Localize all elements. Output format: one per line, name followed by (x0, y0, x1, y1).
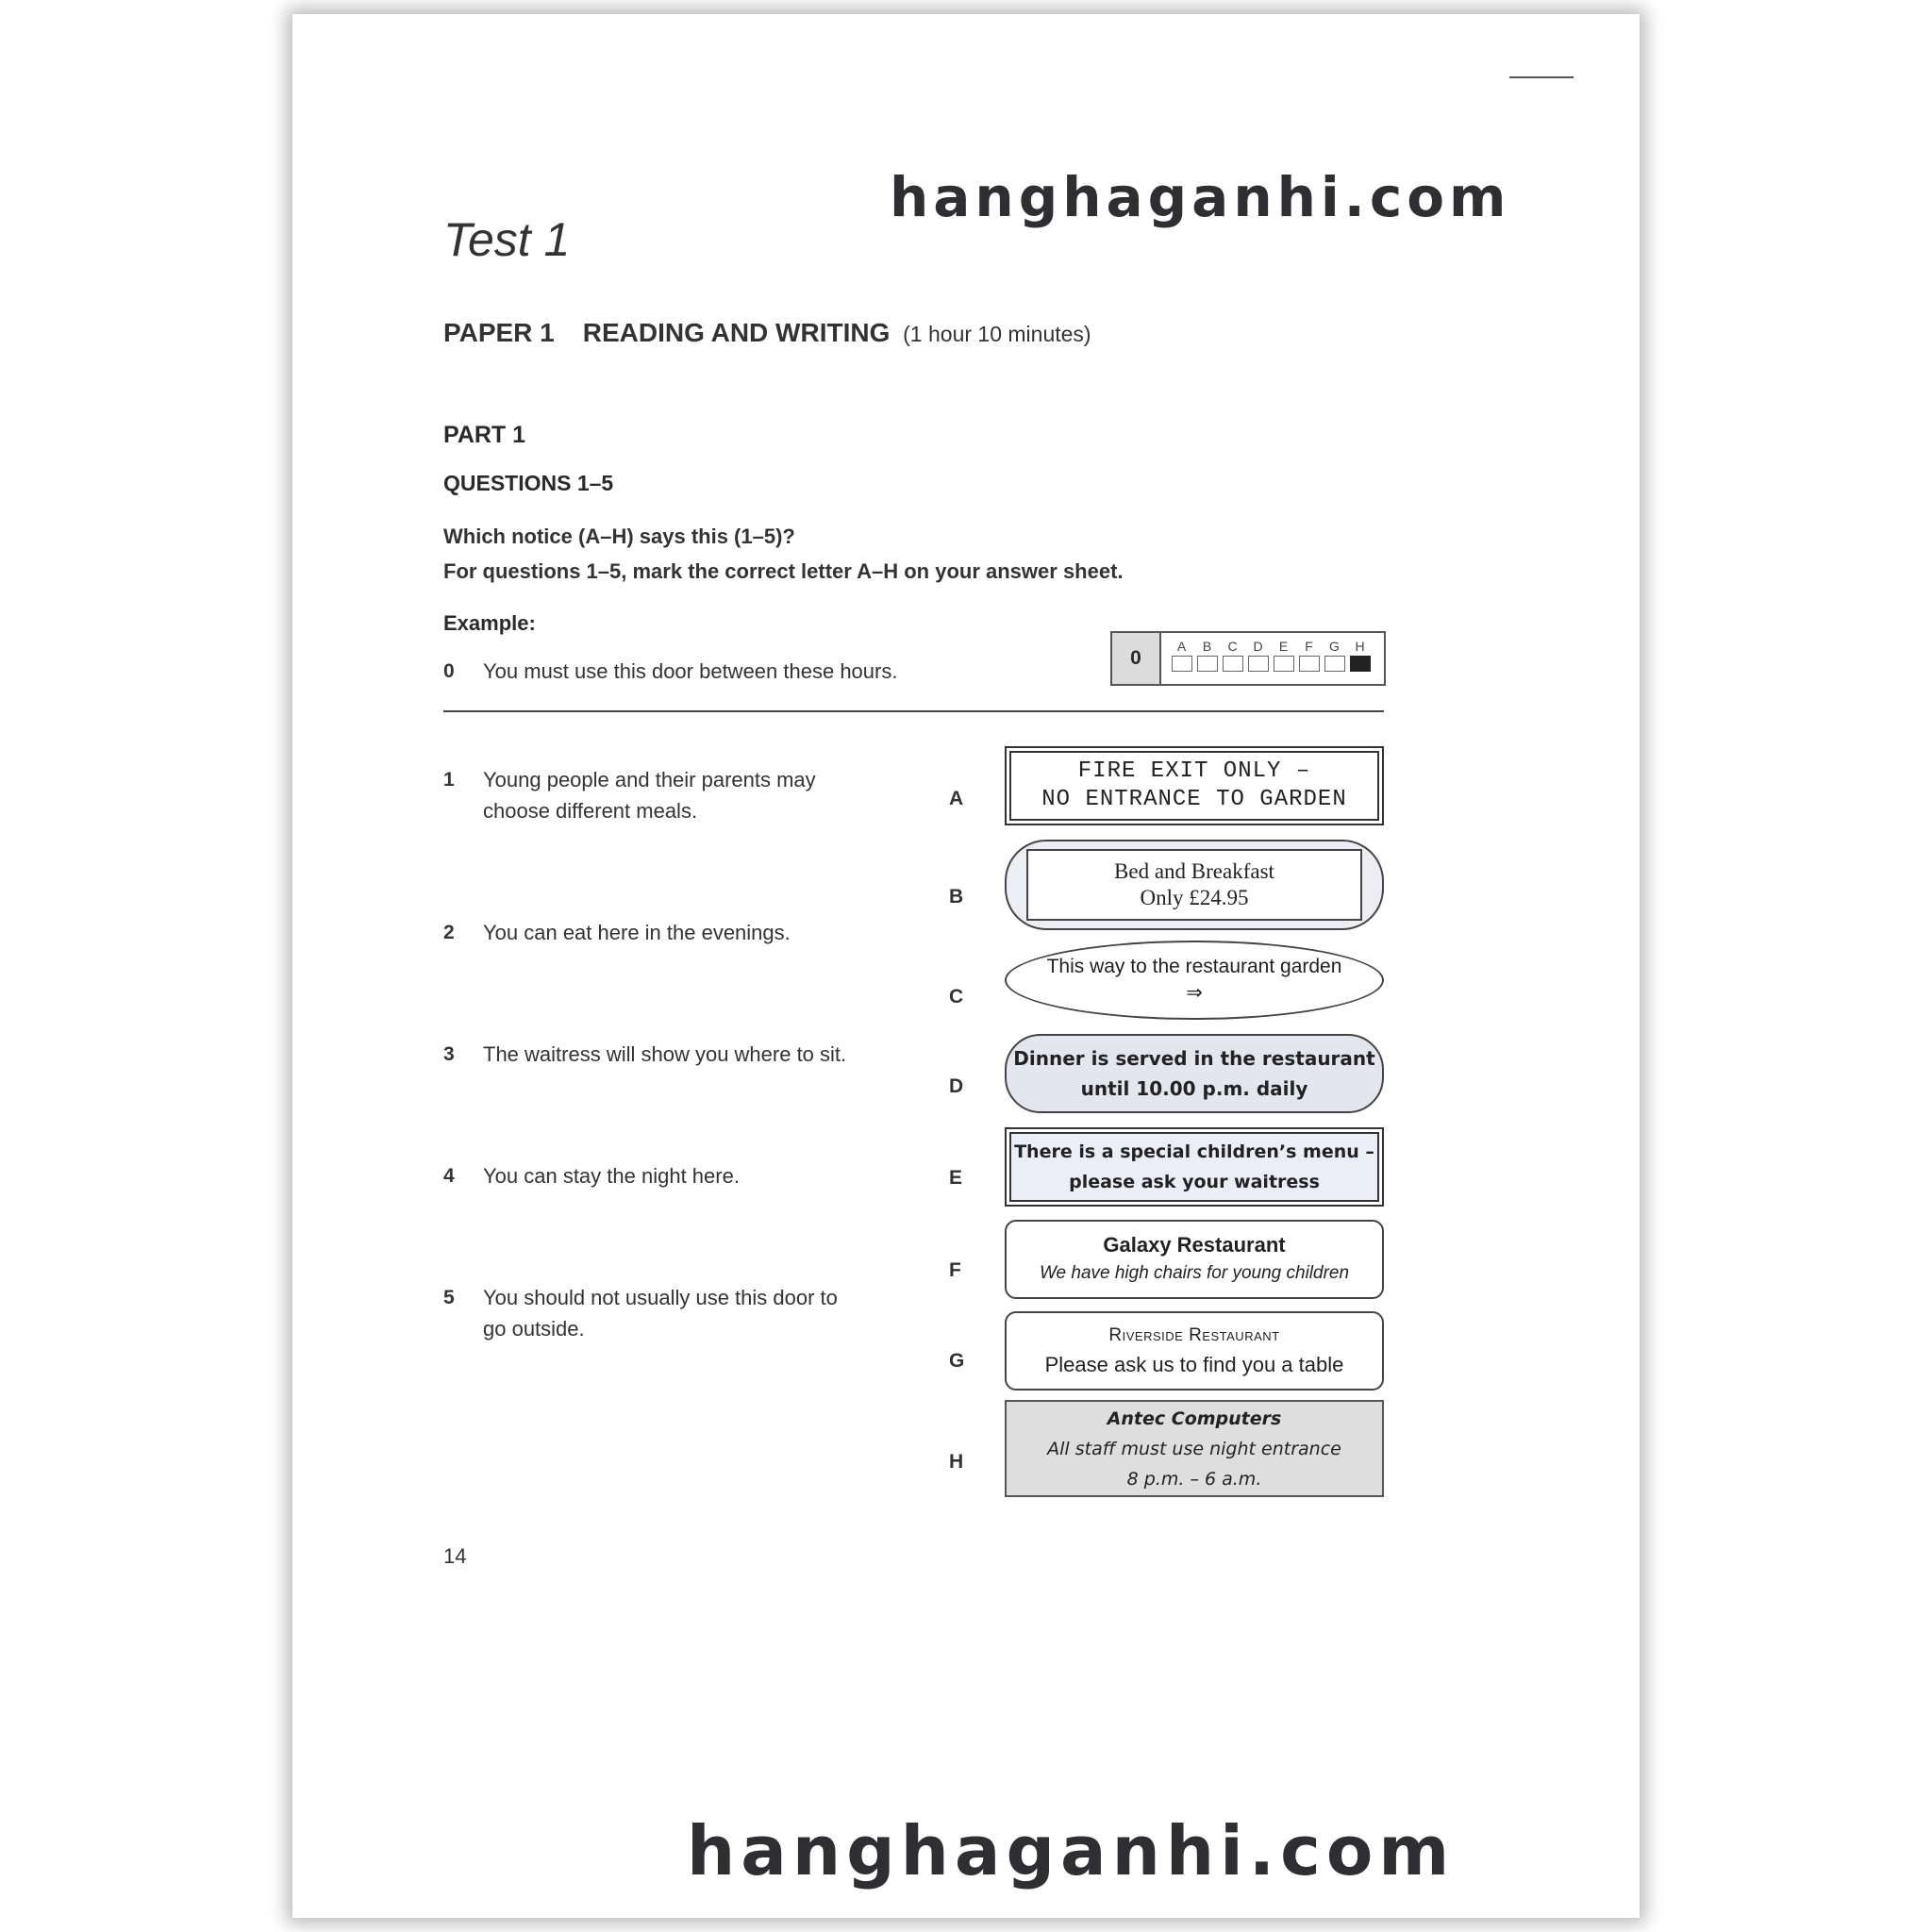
question-number: 4 (443, 1165, 455, 1187)
paper-heading (443, 318, 1091, 348)
notice-line: We have high chairs for young children (1039, 1263, 1350, 1283)
notice-line: FIRE EXIT ONLY – (1077, 758, 1311, 784)
notice-line: Only £24.95 (1140, 886, 1249, 909)
section-divider (443, 710, 1384, 712)
right-arrow-icon: ⇒ (1186, 982, 1203, 1004)
answer-checkbox (1324, 656, 1345, 672)
answer-checkbox (1223, 656, 1243, 672)
example-label: Example: (443, 611, 536, 635)
paper-label: PAPER 1 (443, 318, 555, 347)
question-number: 1 (443, 769, 455, 791)
notice-d (1005, 1034, 1384, 1113)
notice-g (1005, 1311, 1384, 1391)
notice-line: Riverside Restaurant (1108, 1325, 1280, 1345)
answer-letter: C (1227, 639, 1238, 654)
question-number: 5 (443, 1287, 455, 1308)
question-line: go outside. (483, 1317, 585, 1341)
notice-line: This way to the restaurant garden (1046, 956, 1342, 977)
watermark-bottom: hanghaganhi.com (687, 1811, 1456, 1890)
notice-letter-g: G (949, 1350, 965, 1372)
notice-letter-e: E (949, 1167, 963, 1189)
notice-letter-h: H (949, 1451, 964, 1473)
example-answer-grid (1110, 631, 1386, 686)
notice-line: Please ask us to find you a table (1044, 1353, 1344, 1376)
notice-line: NO ENTRANCE TO GARDEN (1041, 787, 1347, 812)
answer-letter: B (1202, 639, 1212, 654)
answer-cell (1245, 637, 1271, 684)
part-label: PART 1 (443, 422, 526, 448)
notice-c (1005, 941, 1384, 1020)
notice-b (1005, 840, 1384, 930)
answer-letter: G (1329, 639, 1340, 654)
questions-heading: QUESTIONS 1–5 (443, 471, 614, 495)
notice-line: Antec Computers (1107, 1407, 1282, 1429)
question-text: The waitress will show you where to sit. (483, 1042, 847, 1066)
answer-checkbox (1172, 656, 1192, 672)
notice-line: All staff must use night entrance (1047, 1438, 1341, 1459)
notice-letter-d: D (949, 1075, 964, 1097)
question-line: Young people and their parents may (483, 768, 816, 791)
answer-letter: A (1176, 639, 1187, 654)
example-number: 0 (443, 660, 455, 682)
notice-h (1005, 1400, 1384, 1497)
notice-line: There is a special children’s menu – (1014, 1141, 1374, 1162)
instruction-line-2: For questions 1–5, mark the correct letter A–H on your answer sheet. (443, 559, 1124, 583)
notice-line: 8 p.m. – 6 a.m. (1126, 1468, 1262, 1490)
notice-a (1005, 746, 1384, 825)
answer-number: 0 (1112, 633, 1161, 684)
answer-cell (1220, 637, 1245, 684)
answer-checkbox (1197, 656, 1218, 672)
example-text: You must use this door between these hours. (483, 659, 898, 683)
notice-e (1005, 1127, 1384, 1207)
answer-checkbox (1274, 656, 1294, 672)
answer-cell (1271, 637, 1296, 684)
answer-letter: E (1278, 639, 1289, 654)
watermark-top: hanghaganhi.com (890, 165, 1511, 229)
question-number: 2 (443, 922, 455, 943)
answer-cell (1169, 637, 1194, 684)
question-text (483, 1282, 838, 1344)
answer-checkbox (1248, 656, 1269, 672)
notice-letter-b: B (949, 886, 964, 908)
question-number: 3 (443, 1043, 455, 1065)
notice-line: Dinner is served in the restaurant (1013, 1047, 1375, 1070)
page-number: 14 (443, 1544, 467, 1568)
answer-cell (1322, 637, 1347, 684)
answer-cell (1194, 637, 1220, 684)
instruction-line-1: Which notice (A–H) says this (1–5)? (443, 525, 795, 548)
header-rule (1509, 76, 1574, 78)
answer-letter: D (1253, 639, 1263, 654)
notice-f (1005, 1220, 1384, 1299)
notice-line: until 10.00 p.m. daily (1080, 1077, 1308, 1100)
question-line: You should not usually use this door to (483, 1286, 838, 1309)
answer-checkbox-selected (1350, 656, 1371, 672)
answer-letter: F (1305, 639, 1313, 654)
paper-duration: (1 hour 10 minutes) (903, 322, 1091, 346)
notice-line: Bed and Breakfast (1114, 859, 1274, 883)
notice-line: Galaxy Restaurant (1103, 1233, 1286, 1257)
notice-letter-a: A (949, 788, 964, 809)
test-title: Test 1 (443, 213, 571, 266)
notice-letter-c: C (949, 986, 964, 1008)
paper-name: READING AND WRITING (582, 318, 891, 347)
question-line: choose different meals. (483, 799, 698, 823)
question-text: You can eat here in the evenings. (483, 921, 791, 944)
question-text: You can stay the night here. (483, 1164, 740, 1188)
answer-cell (1347, 637, 1373, 684)
question-text (483, 764, 816, 826)
exam-page (292, 14, 1640, 1918)
notice-letter-f: F (949, 1259, 961, 1281)
notice-line: please ask your waitress (1069, 1172, 1320, 1192)
answer-checkbox (1299, 656, 1320, 672)
answer-cell (1296, 637, 1322, 684)
answer-letter: H (1355, 639, 1365, 654)
